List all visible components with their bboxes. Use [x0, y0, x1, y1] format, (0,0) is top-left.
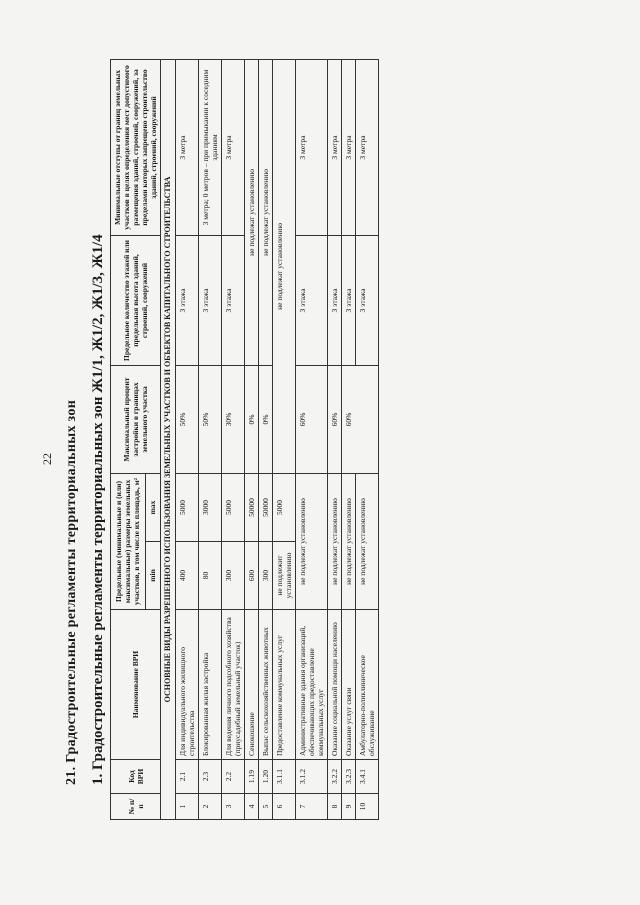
cell-percent: 60%	[327, 365, 341, 473]
header-setback: Минимальные отступы от границ земельных участков в целях определения мест допустимого размещения зданий, строений, сооружений, за пределами которых запрещено строительство зданий, строений, сооружений	[111, 59, 161, 235]
table-row	[327, 59, 341, 819]
cell-num: 2	[198, 794, 221, 820]
section-title: ОСНОВНЫЕ ВИДЫ РАЗРЕШЕННОГО ИСПОЛЬЗОВАНИЯ ЗЕМЕЛЬНЫХ УЧАСТКОВ И ОБЪЕКТОВ КАПИТАЛЬНОГО СТРОИТЕЛЬСТВА	[161, 59, 176, 819]
cell-code: 1.20	[258, 760, 272, 794]
cell-min: 300	[258, 542, 272, 610]
cell-size: не подлежат установлению	[327, 473, 341, 609]
cell-name: Оказание услуг связи	[341, 610, 355, 760]
cell-code: 1.19	[244, 760, 258, 794]
cell-name: Сенокошение	[244, 610, 258, 760]
table-row	[295, 59, 327, 819]
cell-num: 3	[221, 794, 244, 820]
header-max: max	[145, 473, 160, 541]
table-row	[244, 59, 258, 819]
header-percent: Максимальный процент застройки в границах земельного участка	[111, 365, 161, 473]
cell-num: 9	[341, 794, 355, 820]
cell-percent-floors-setback: не подлежат установлению	[272, 59, 295, 473]
cell-floors: 3 этажа	[221, 235, 244, 365]
cell-floors: 3 этажа	[355, 235, 378, 365]
header-num: № п/п	[111, 794, 161, 820]
cell-percent: 60%	[341, 365, 378, 473]
cell-name: Для ведения личного подсобного хозяйства (приусадебный земельный участок)	[221, 610, 244, 760]
table-row	[175, 59, 198, 819]
cell-code: 3.4.1	[355, 760, 378, 794]
cell-name: Оказание социальной помощи населению	[327, 610, 341, 760]
cell-min: 400	[175, 542, 198, 610]
cell-name: Блокированная жилая застройка	[198, 610, 221, 760]
cell-setback: 3 метра	[221, 59, 244, 235]
cell-floors: 3 этажа	[175, 235, 198, 365]
cell-max: 5000	[221, 473, 244, 541]
cell-floors: 3 этажа	[327, 235, 341, 365]
cell-num: 1	[175, 794, 198, 820]
table-row	[221, 59, 244, 819]
cell-max: 5000	[272, 473, 295, 541]
cell-max: 50000	[244, 473, 258, 541]
cell-num: 6	[272, 794, 295, 820]
cell-size: не подлежат установлению	[341, 473, 355, 609]
cell-min: 300	[221, 542, 244, 610]
cell-floors-setback: не подлежат установлению	[258, 59, 272, 365]
cell-setback: 3 метра	[341, 59, 355, 235]
cell-setback: 3 метра; 0 метров – при примыкании к соседним зданиям	[198, 59, 221, 235]
cell-name: Предоставление коммунальных услуг	[272, 610, 295, 760]
cell-setback: 3 метра	[295, 59, 327, 235]
regulations-table	[110, 59, 379, 820]
cell-setback: 3 метра	[175, 59, 198, 235]
header-name: Наименование ВРИ	[111, 610, 161, 760]
cell-max: 3000	[198, 473, 221, 541]
table-row	[258, 59, 272, 819]
page-number: 22	[40, 453, 54, 465]
cell-size: не подлежат установлению	[295, 473, 327, 609]
cell-floors: 3 этажа	[198, 235, 221, 365]
cell-size: не подлежат установлению	[355, 473, 378, 609]
cell-num: 8	[327, 794, 341, 820]
table-row	[341, 59, 355, 819]
heading-level-2: 1. Градостроительные регламенты территориальных зон Ж1/1, Ж1/2, Ж1/3, Ж1/4	[90, 234, 106, 785]
cell-code: 2.1	[175, 760, 198, 794]
cell-setback: 3 метра	[355, 59, 378, 235]
cell-code: 3.2.3	[341, 760, 355, 794]
cell-code: 3.1.1	[272, 760, 295, 794]
cell-min: 600	[244, 542, 258, 610]
table-row	[272, 59, 295, 819]
cell-percent: 30%	[221, 365, 244, 473]
table-row	[198, 59, 221, 819]
header-floors: Предельное количество этажей или предельная высота зданий, строений, сооружений	[111, 235, 161, 365]
cell-num: 7	[295, 794, 327, 820]
cell-name: Для индивидуального жилищного строительства	[175, 610, 198, 760]
cell-num: 5	[258, 794, 272, 820]
cell-num: 10	[355, 794, 378, 820]
cell-name: Административные здания организаций, обеспечивающих предоставление коммунальных услуг	[295, 610, 327, 760]
cell-code: 3.2.2	[327, 760, 341, 794]
cell-floors-setback: не подлежат установлению	[244, 59, 258, 365]
cell-percent: 60%	[295, 365, 327, 473]
cell-floors: 3 этажа	[341, 235, 355, 365]
header-min: min	[145, 542, 160, 610]
cell-num: 4	[244, 794, 258, 820]
cell-name: Амбулаторно-поликлиническое обслуживание	[355, 610, 378, 760]
header-code: Код ВРИ	[111, 760, 161, 794]
cell-max: 50000	[258, 473, 272, 541]
cell-code: 2.3	[198, 760, 221, 794]
cell-floors: 3 этажа	[295, 235, 327, 365]
cell-setback: 3 метра	[327, 59, 341, 235]
cell-percent: 0%	[258, 365, 272, 473]
cell-percent: 50%	[175, 365, 198, 473]
heading-level-1: 21. Градостроительные регламенты территориальных зон	[64, 399, 79, 785]
cell-min: 80	[198, 542, 221, 610]
cell-min: не подлежит установлению	[272, 542, 295, 610]
cell-code: 2.2	[221, 760, 244, 794]
cell-code: 3.1.2	[295, 760, 327, 794]
header-size: Предельные (минимальные и (или) максимальные) размеры земельных участков, в том числе их площадь, м²	[111, 473, 146, 609]
cell-percent: 0%	[244, 365, 258, 473]
cell-max: 5000	[175, 473, 198, 541]
cell-name: Выпас сельскохозяйственных животных	[258, 610, 272, 760]
cell-percent: 50%	[198, 365, 221, 473]
